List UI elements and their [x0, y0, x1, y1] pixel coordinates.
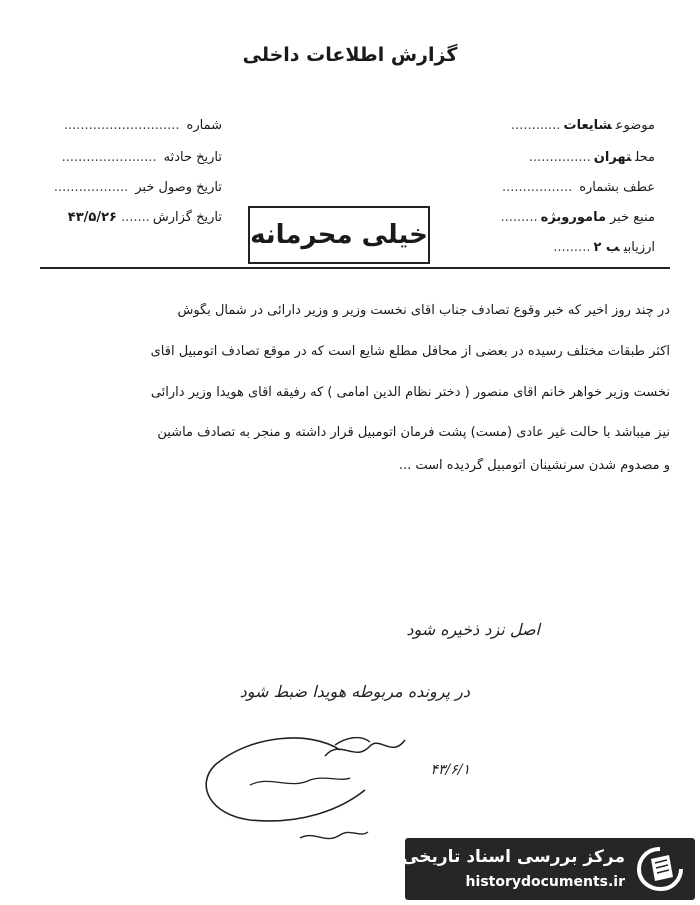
- field-number: شماره............................: [63, 118, 222, 133]
- body-line: نیز میباشد با حالت غیر عادی (مست) پشت فرمان اتومبیل قرار داشته و منجر به تصادف ماشین: [157, 425, 670, 440]
- body-line: نخست وزیر خواهر خانم آقای منصور ( دختر نظام الدین امامی ) که رفیقه آقای هویدا وزیر دارائی: [150, 385, 670, 400]
- body-line: و مصدوم شدن سرنشینان اتومبیل گردیده است ...: [398, 458, 670, 473]
- handwritten-note-2: در پرونده مربوطه هویدا ضبط شود: [239, 682, 470, 701]
- initials-scribble: [320, 728, 410, 768]
- header-divider: [40, 267, 670, 269]
- field-subject-label: موضوع: [615, 118, 655, 133]
- body-line: در چند روز اخیر که خبر وقوع تصادف جناب آقای نخست وزیر و وزیر دارائی در شمال بگوش: [177, 303, 670, 318]
- field-reference-label: عطف بشماره: [579, 180, 655, 195]
- field-received-date: تاریخ وصول خبر..................: [53, 180, 222, 195]
- logo-name: مرکز بررسی اسناد تاریخی: [402, 847, 625, 867]
- field-report-date-value: ۴۳/۵/۲۶: [67, 210, 117, 225]
- field-incident-date: تاریخ حادثه.......................: [61, 150, 222, 165]
- field-subject-value: شایعات: [563, 118, 612, 133]
- body-line: اکثر طبقات مختلف رسیده در بعضی از محافل مطلع شایع است که در موقع تصادف اتومبیل آقای: [150, 344, 670, 359]
- field-source-value: ماموروبژه: [540, 210, 606, 225]
- logo-site: historydocuments.ir: [465, 874, 625, 890]
- field-location-label: محل: [635, 150, 655, 165]
- handwritten-date: ۴۳/۶/۱: [430, 762, 470, 778]
- field-number-label: شماره: [186, 118, 222, 133]
- field-report-date-label: تاریخ گزارش: [152, 210, 222, 225]
- report-title: گزارش اطلاعات داخلی: [242, 44, 458, 66]
- field-source: منبع خبرماموروبژه.........: [500, 210, 655, 225]
- field-report-date: تاریخ گزارش.......۴۳/۵/۲۶: [67, 210, 222, 225]
- document-archive-icon: [635, 845, 685, 893]
- field-reference: عطف بشماره.................: [501, 180, 655, 195]
- classification-stamp: خیلی محرمانه: [248, 206, 430, 264]
- field-evaluation-value: ب ۲: [593, 240, 620, 255]
- field-subject: موضوعشایعات............: [510, 118, 655, 133]
- field-location: محلتهران...............: [528, 150, 655, 165]
- archive-logo: [402, 838, 695, 900]
- handwritten-note-1: اصل نزد ذخیره شود: [406, 620, 540, 639]
- field-evaluation: ارزیابیب ۲.........: [553, 240, 655, 255]
- field-received-date-label: تاریخ وصول خبر: [135, 180, 222, 195]
- field-source-label: منبع خبر: [610, 210, 655, 225]
- field-incident-date-label: تاریخ حادثه: [163, 150, 222, 165]
- field-evaluation-label: ارزیابی: [623, 240, 655, 255]
- field-location-value: تهران: [593, 150, 632, 165]
